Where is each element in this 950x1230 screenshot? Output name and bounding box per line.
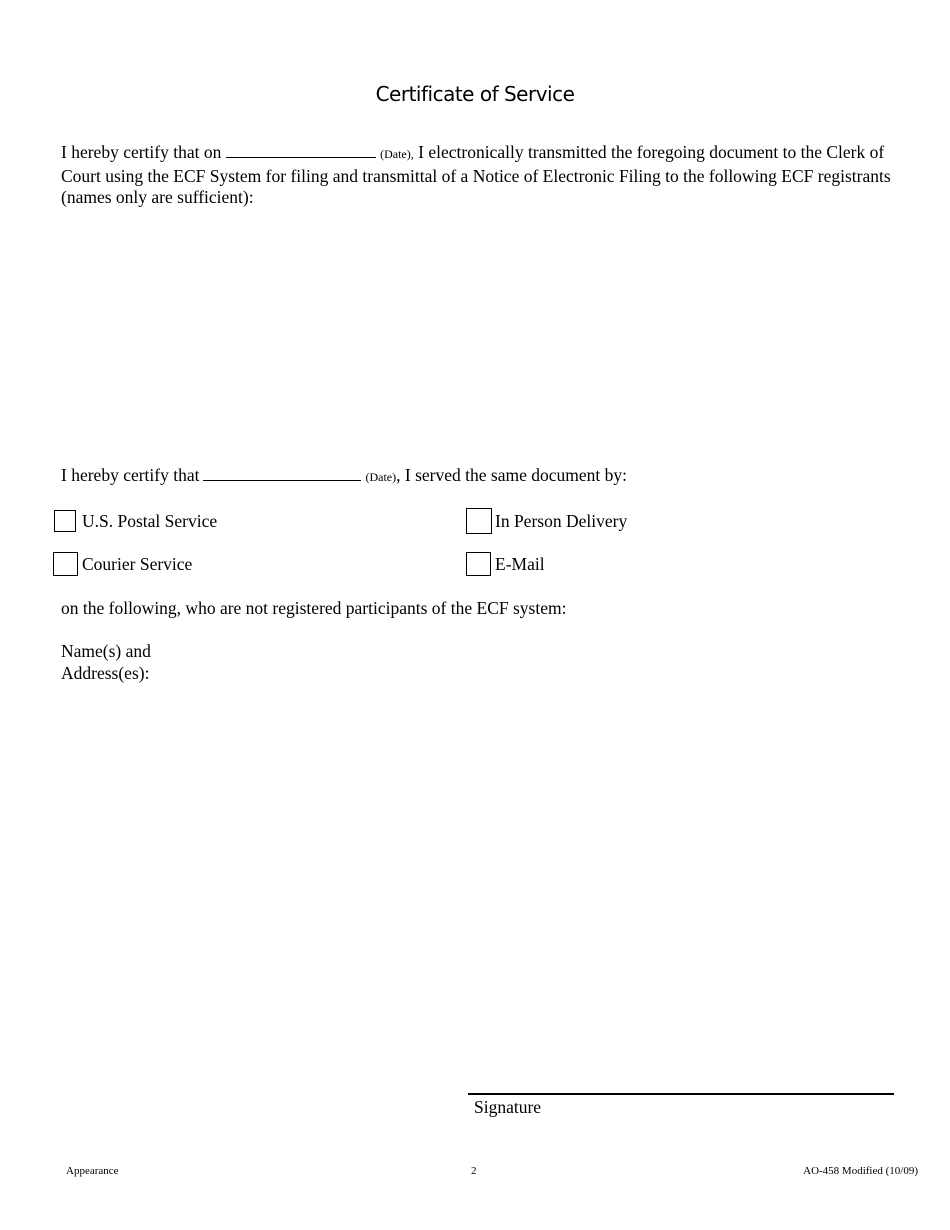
postal-service-checkbox[interactable] (54, 510, 76, 532)
served-intro-text: I hereby certify that (61, 465, 200, 485)
signature-line[interactable] (468, 1093, 894, 1095)
served-certification-line (61, 464, 627, 488)
names-label-line2: Address(es): (61, 663, 150, 683)
non-registered-text: on the following, who are not registered participants of the ECF system: (61, 598, 567, 618)
ecf-certification-paragraph (61, 141, 891, 209)
names-label-line1: Name(s) and (61, 641, 151, 661)
postal-service-label: U.S. Postal Service (82, 511, 218, 531)
courier-service-checkbox[interactable] (53, 552, 78, 576)
page-title: Certificate of Service (375, 82, 575, 106)
footer-form-code: AO-458 Modified (10/09) (803, 1165, 918, 1177)
served-body-text: , I served the same document by: (396, 465, 627, 485)
signature-label: Signature (474, 1097, 542, 1117)
courier-service-label: Courier Service (82, 554, 193, 574)
footer-form-name: Appearance (66, 1165, 119, 1177)
footer-page-number: 2 (471, 1165, 477, 1177)
ecf-date-field[interactable] (226, 141, 376, 158)
email-checkbox[interactable] (466, 552, 491, 576)
in-person-delivery-checkbox[interactable] (466, 508, 492, 534)
served-date-label: (Date) (365, 470, 397, 484)
ecf-body-text: I electronically transmitted the foregoing document to the Clerk of Court using the ECF System for filing and transmittal of a Notice of Electronic Filing to the following ECF registrants (names only are sufficient): (61, 142, 891, 207)
served-date-field[interactable] (203, 464, 361, 481)
in-person-delivery-label: In Person Delivery (495, 511, 628, 531)
email-label: E-Mail (495, 554, 545, 574)
ecf-intro-text: I hereby certify that on (61, 142, 222, 162)
ecf-date-label: (Date), (380, 147, 414, 161)
